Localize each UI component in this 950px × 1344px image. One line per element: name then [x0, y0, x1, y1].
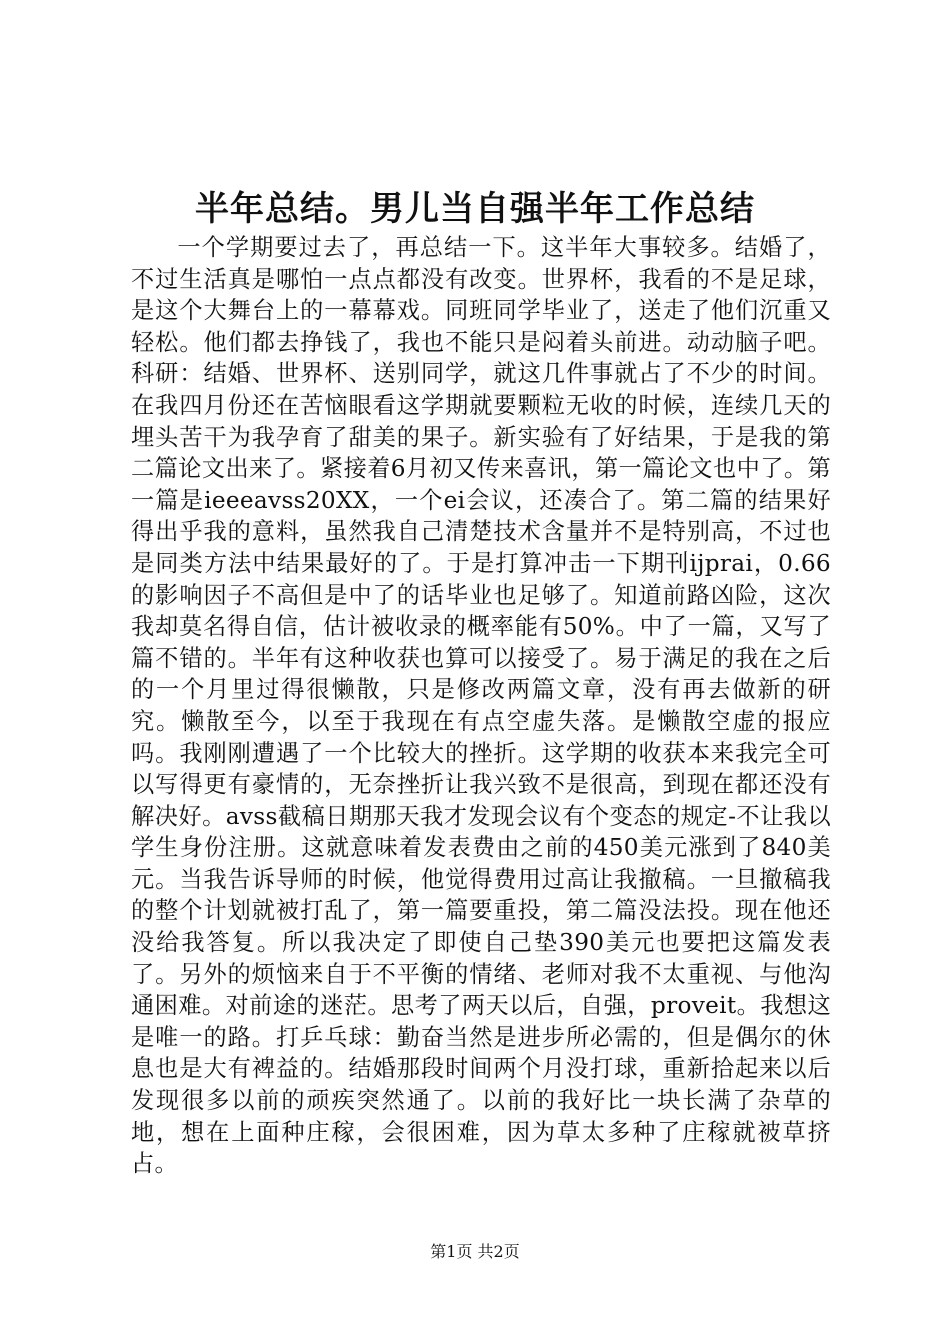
page-footer: 第1页 共2页	[430, 1242, 520, 1261]
body-paragraph: 一个学期要过去了，再总结一下。这半年大事较多。结婚了，不过生活真是哪怕一点点都没有改变。世界杯，我看的不是足球，是这个大舞台上的一幕幕戏。同班同学毕业了，送走了他们沉重又轻松。他们都去挣钱了，我也不能只是闷着头前进。动动脑子吧。科研：结婚、世界杯、送别同学，就这几件事就占了不少的时间。在我四月份还在苦恼眼看这学期就要颗粒无收的时候，连续几天的埋头苦干为我孕育了甜美的果子。新实验有了好结果，于是我的第二篇论文出来了。紧接着6月初又传来喜讯，第一篇论文也中了。第一篇是ieeeavss20XX，一个ei会议，还凑合了。第二篇的结果好得出乎我的意料，虽然我自己清楚技术含量并不是特别高，不过也是同类方法中结果最好的了。于是打算冲击一下期刊ijprai，0.66的影响因子不高但是中了的话毕业也足够了。知道前路凶险，这次我却莫名得自信，估计被收录的概率能有50%。中了一篇，又写了篇不错的。半年有这种收获也算可以接受了。易于满足的我在之后的一个月里过得很懒散，只是修改两篇文章，没有再去做新的研究。懒散至今，以至于我现在有点空虚失落。是懒散空虚的报应吗。我刚刚遭遇了一个比较大的挫折。这学期的收获本来我完全可以写得更有豪情的，无奈挫折让我兴致不是很高，到现在都还没有解决好。avss截稿日期那天我才发现会议有个变态的规定-不让我以学生身份注册。这就意味着发表费由之前的450美元涨到了840美元。当我告诉导师的时候，他觉得费用过高让我撤稿。一旦撤稿我的整个计划就被打乱了，第一篇要重投，第二篇没法投。现在他还没给我答复。所以我决定了即使自己垫390美元也要把这篇发表了。另外的烦恼来自于不平衡的情绪、老师对我不太重视、与他沟通困难。对前途的迷茫。思考了两天以后，自强，proveit。我想这是唯一的路。打乒乓球：勤奋当然是进步所必需的，但是偶尔的休息也是大有裨益的。结婚那段时间两个月没打球，重新拾起来以后发现很多以前的顽疾突然通了。以前的我好比一块长满了杂草的地，想在上面种庄稼，会很困难，因为草太多种了庄稼就被草挤占。	[131, 234, 831, 1178]
document-title: 半年总结。男儿当自强半年工作总结	[195, 189, 755, 229]
